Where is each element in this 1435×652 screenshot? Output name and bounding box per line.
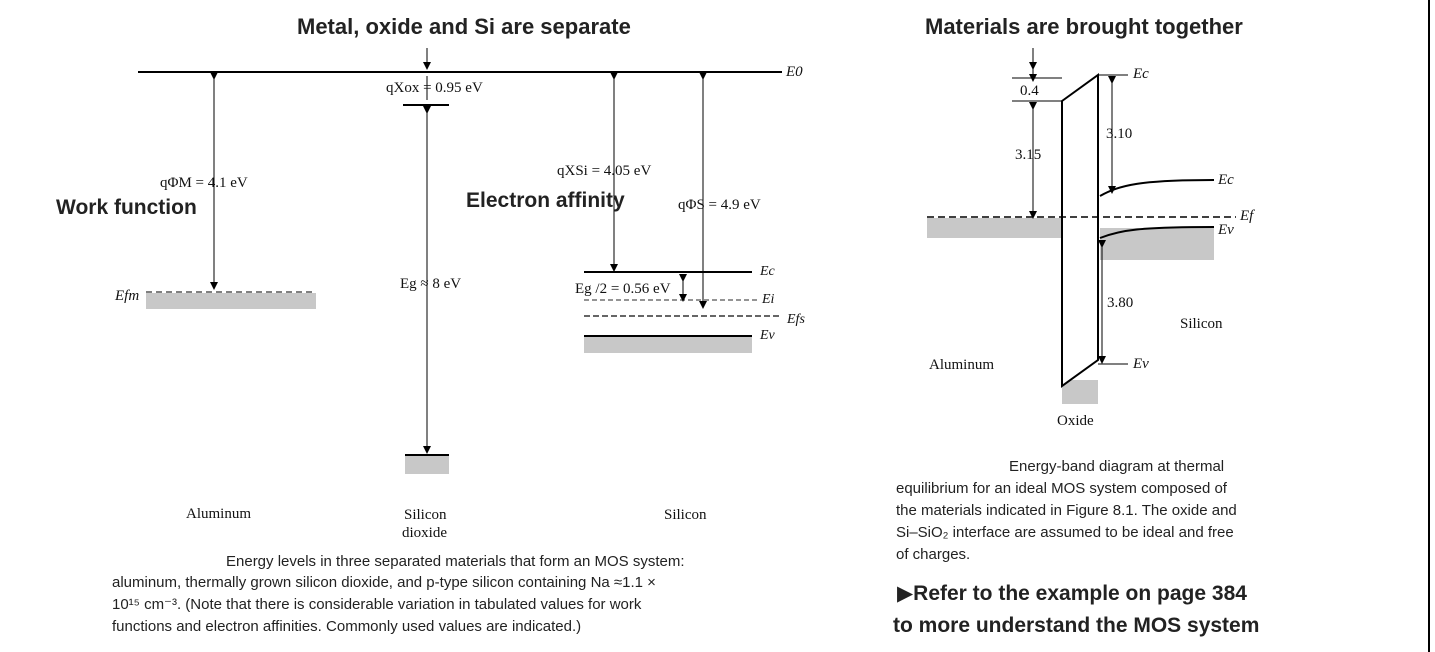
si-ec-curve	[1100, 180, 1214, 196]
material-oxide-line1: Silicon	[404, 507, 447, 523]
reference-note-line1: ▶Refer to the example on page 384	[897, 582, 1247, 605]
si-ev-label: Ev	[760, 328, 775, 343]
oxide-box	[1062, 75, 1098, 386]
ef-label: Ef	[1240, 208, 1254, 224]
left-caption-line3: 10¹⁵ cm⁻³. (Note that there is considerable variation in tabulated values for work	[112, 596, 642, 613]
si-ec-label: Ec	[760, 264, 775, 279]
work-function-callout: Work function	[56, 196, 197, 219]
material-aluminum-right: Aluminum	[929, 357, 995, 373]
oxide-gap-label: Eg ≈ 8 eV	[400, 276, 462, 292]
si-affinity-label: qXSi = 4.05 eV	[557, 163, 652, 179]
reference-note-line2: to more understand the MOS system	[893, 614, 1260, 637]
metal-wf-label: qΦM = 4.1 eV	[160, 175, 248, 191]
material-silicon-left: Silicon	[664, 507, 707, 523]
left-caption-line2: aluminum, thermally grown silicon dioxide, and p-type silicon containing Na ≈1.1 ×	[112, 574, 656, 591]
right-caption-line2: equilibrium for an ideal MOS system composed of	[896, 480, 1227, 497]
right-caption-line4: Si–SiO₂ interface are assumed to be ideal and free	[896, 524, 1234, 541]
left-title: Metal, oxide and Si are separate	[297, 14, 631, 39]
val-3-15: 3.15	[1015, 147, 1042, 163]
right-title: Materials are brought together	[925, 14, 1243, 39]
material-oxide-line2: dioxide	[402, 525, 447, 541]
val-3-10: 3.10	[1106, 126, 1133, 142]
right-caption-line3: the materials indicated in Figure 8.1. The oxide and	[896, 502, 1237, 519]
ec-oxide-label: Ec	[1133, 66, 1149, 82]
page-right-border	[1428, 0, 1430, 652]
material-silicon-right: Silicon	[1180, 316, 1223, 332]
si-half-gap-label: Eg /2 = 0.56 eV	[575, 281, 671, 297]
electron-affinity-callout: Electron affinity	[466, 189, 625, 212]
vacuum-level-label: E0	[786, 64, 803, 80]
si-wf-label: qΦS = 4.9 eV	[678, 197, 761, 213]
val-3-80: 3.80	[1107, 295, 1134, 311]
ev-oxide-label: Ev	[1133, 356, 1149, 372]
si-ei-label: Ei	[762, 292, 775, 307]
ev-si-label: Ev	[1218, 222, 1234, 238]
left-caption-line1: Energy levels in three separated materials that form an MOS system:	[226, 553, 685, 570]
si-ev-curve	[1100, 227, 1214, 238]
ec-si-label: Ec	[1218, 172, 1234, 188]
metal-fermi-label: Efm	[115, 288, 140, 304]
right-caption-line5: of charges.	[896, 546, 971, 563]
val-0-4: 0.4	[1020, 83, 1039, 99]
si-efs-label: Efs	[787, 312, 805, 327]
oxide-affinity-label: qXox = 0.95 eV	[386, 80, 483, 96]
left-caption-line4: functions and electron affinities. Commonly used values are indicated.)	[112, 618, 582, 635]
material-oxide-right: Oxide	[1057, 413, 1094, 429]
material-aluminum-left: Aluminum	[186, 506, 252, 522]
right-caption-line1: Energy-band diagram at thermal	[1009, 458, 1225, 475]
